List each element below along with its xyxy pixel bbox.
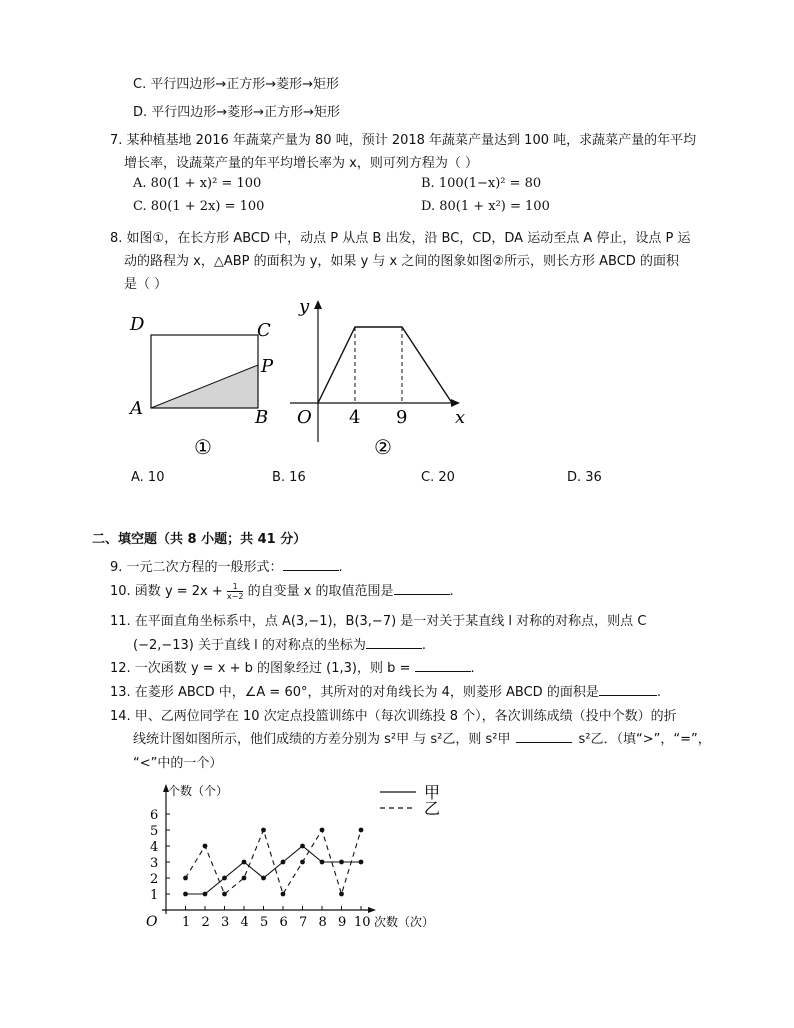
q10-pre: 10. 函数 y = 2x + (110, 584, 227, 599)
q10 (110, 580, 454, 601)
y-tick-label: 1 (150, 888, 159, 903)
q12-blank[interactable] (415, 659, 471, 672)
q8-stem-line2: 动的路程为 x，△ABP 的面积为 y，如果 y 与 x 之间的图象如图②所示，则长方形 ABCD 的面积 (124, 254, 679, 269)
q8-option-d: D. 36 (567, 470, 602, 485)
data-point-yi (359, 828, 364, 833)
q14-line2b: s²乙．（填“>”，“=”， (578, 732, 711, 747)
x-axis-label: x (455, 407, 466, 428)
q13-text: 13. 在菱形 ABCD 中，∠A = 60°，其所对的对角线长为 4，则菱形 ABCD 的面积是 (110, 685, 599, 700)
q13 (110, 681, 661, 700)
figure-1-caption: ① (194, 435, 212, 459)
q8-stem-line1: 8. 如图①，在长方形 ABCD 中，动点 P 从点 B 出发，沿 BC，CD，DA 运动至点 A 停止，设点 P 运 (110, 231, 691, 246)
tick-4-label: 4 (349, 407, 361, 428)
chart-y-axis-label: 个数（个） (168, 784, 229, 798)
data-point-jia (242, 860, 247, 865)
q11-line2 (133, 634, 426, 653)
q8-option-a: A. 10 (131, 470, 165, 485)
data-point-jia (320, 860, 325, 865)
q9-blank[interactable] (283, 558, 339, 571)
y-tick-label: 4 (150, 840, 159, 855)
q7-stem-line2: 增长率，设蔬菜产量的年平均增长率为 x，则可列方程为（ ） (124, 156, 478, 171)
q7-option-b: B. 100(1−x)² = 80 (421, 176, 542, 191)
x-tick-label: 3 (221, 915, 230, 930)
section-2-title: 二、填空题（共 8 小题；共 41 分） (92, 532, 307, 547)
data-point-yi (281, 892, 286, 897)
chart-x-arrow (368, 907, 376, 913)
q14-blank[interactable] (516, 730, 572, 743)
q9-end: . (338, 560, 343, 575)
y-tick-label: 6 (150, 808, 159, 823)
q7-option-d: D. 80(1 + x²) = 100 (421, 199, 550, 214)
x-tick-label: 9 (338, 915, 347, 930)
q13-end: . (656, 685, 661, 700)
vertex-p-label: P (261, 356, 274, 377)
q7-option-c: C. 80(1 + 2x) = 100 (133, 199, 265, 214)
y-tick-label: 5 (150, 824, 159, 839)
q8-figure-graph (285, 292, 475, 467)
data-point-jia (222, 876, 227, 881)
data-point-yi (339, 892, 344, 897)
x-tick-label: 7 (299, 915, 308, 930)
data-point-jia (339, 860, 344, 865)
q14-line1: 14. 甲、乙两位同学在 10 次定点投篮训练中（每次训练投 8 个），各次训练成绩（投中个数）的折 (110, 709, 677, 724)
tick-9-label: 9 (396, 407, 408, 428)
q6-option-c: C. 平行四边形→正方形→菱形→矩形 (133, 77, 340, 92)
chart-origin-label: O (146, 914, 158, 930)
y-axis-label: y (299, 296, 310, 317)
data-point-jia (359, 860, 364, 865)
x-tick-label: 4 (240, 915, 249, 930)
q14-line3: “<”中的一个） (133, 756, 223, 771)
data-point-jia (300, 844, 305, 849)
q12-text: 12. 一次函数 y = x + b 的图象经过 (1,3)，则 b = (110, 661, 415, 676)
data-point-yi (242, 876, 247, 881)
y-tick-label: 3 (150, 856, 159, 871)
y-axis-arrow (314, 300, 322, 309)
data-point-jia (203, 892, 208, 897)
q10-end: . (449, 584, 454, 599)
q12-end: . (470, 661, 475, 676)
y-tick-label: 2 (150, 872, 159, 887)
data-point-jia (261, 876, 266, 881)
x-tick-label: 1 (182, 915, 191, 930)
q10-fraction-num: 1 (227, 582, 244, 592)
vertex-a-label: A (130, 398, 143, 419)
q14-line2 (133, 728, 711, 747)
q9-text: 9. 一元二次方程的一般形式： (110, 560, 283, 575)
data-point-jia (281, 860, 286, 865)
q11-line1: 11. 在平面直角坐标系中，点 A(3,−1)，B(3,−7) 是一对关于某直线 l 对称的对称点，则点 C (110, 614, 647, 629)
legend-label-yi: 乙 (424, 799, 441, 818)
legend-label-jia: 甲 (424, 783, 441, 802)
q8-stem-line3: 是（ ） (124, 277, 168, 292)
x-tick-label: 2 (201, 915, 210, 930)
data-point-yi (300, 860, 305, 865)
series-line-jia (186, 846, 362, 894)
q10-fraction (227, 582, 244, 601)
vertex-c-label: C (257, 320, 271, 341)
q7-stem-line1: 7. 某种植基地 2016 年蔬菜产量为 80 吨，预计 2018 年蔬菜产量达到 100 吨，求蔬菜产量的年平均 (110, 133, 697, 148)
q9 (110, 556, 343, 575)
data-point-yi (320, 828, 325, 833)
q8-figure-rectangle (120, 310, 290, 465)
vertex-b-label: B (255, 407, 269, 428)
data-point-yi (261, 828, 266, 833)
x-tick-label: 6 (279, 915, 288, 930)
q6-option-d: D. 平行四边形→菱形→正方形→矩形 (133, 105, 340, 120)
data-point-jia (183, 892, 188, 897)
q11-line2-text: (−2,−13) 关于直线 l 的对称点的坐标为 (133, 638, 366, 653)
data-point-yi (203, 844, 208, 849)
origin-label: O (297, 407, 312, 428)
q11-blank[interactable] (366, 636, 422, 649)
x-tick-label: 8 (318, 915, 327, 930)
q10-fraction-den: x−2 (226, 592, 244, 601)
vertex-d-label: D (130, 314, 145, 335)
q10-post: 的自变量 x 的取值范围是 (243, 584, 394, 599)
q12 (110, 657, 475, 676)
chart-x-axis-label: 次数（次） (374, 915, 435, 929)
x-tick-label: 5 (260, 915, 269, 930)
q14-line2a: 线统计图如图所示，他们成绩的方差分别为 s²甲 与 s²乙，则 s²甲 (133, 732, 511, 747)
q10-blank[interactable] (394, 582, 450, 595)
trapezoid-graph-line (318, 327, 452, 403)
q8-option-c: C. 20 (421, 470, 455, 485)
q7-option-a: A. 80(1 + x)² = 100 (133, 176, 262, 191)
shooting-line-chart (136, 780, 466, 932)
triangle-abp (151, 365, 258, 408)
q11-end: . (421, 638, 427, 653)
data-point-yi (222, 892, 227, 897)
q8-option-b: B. 16 (272, 470, 306, 485)
data-point-yi (183, 876, 188, 881)
q13-blank[interactable] (599, 683, 657, 696)
x-tick-label: 10 (354, 915, 371, 930)
figure-2-caption: ② (374, 435, 392, 459)
x-axis-arrow (451, 399, 460, 407)
